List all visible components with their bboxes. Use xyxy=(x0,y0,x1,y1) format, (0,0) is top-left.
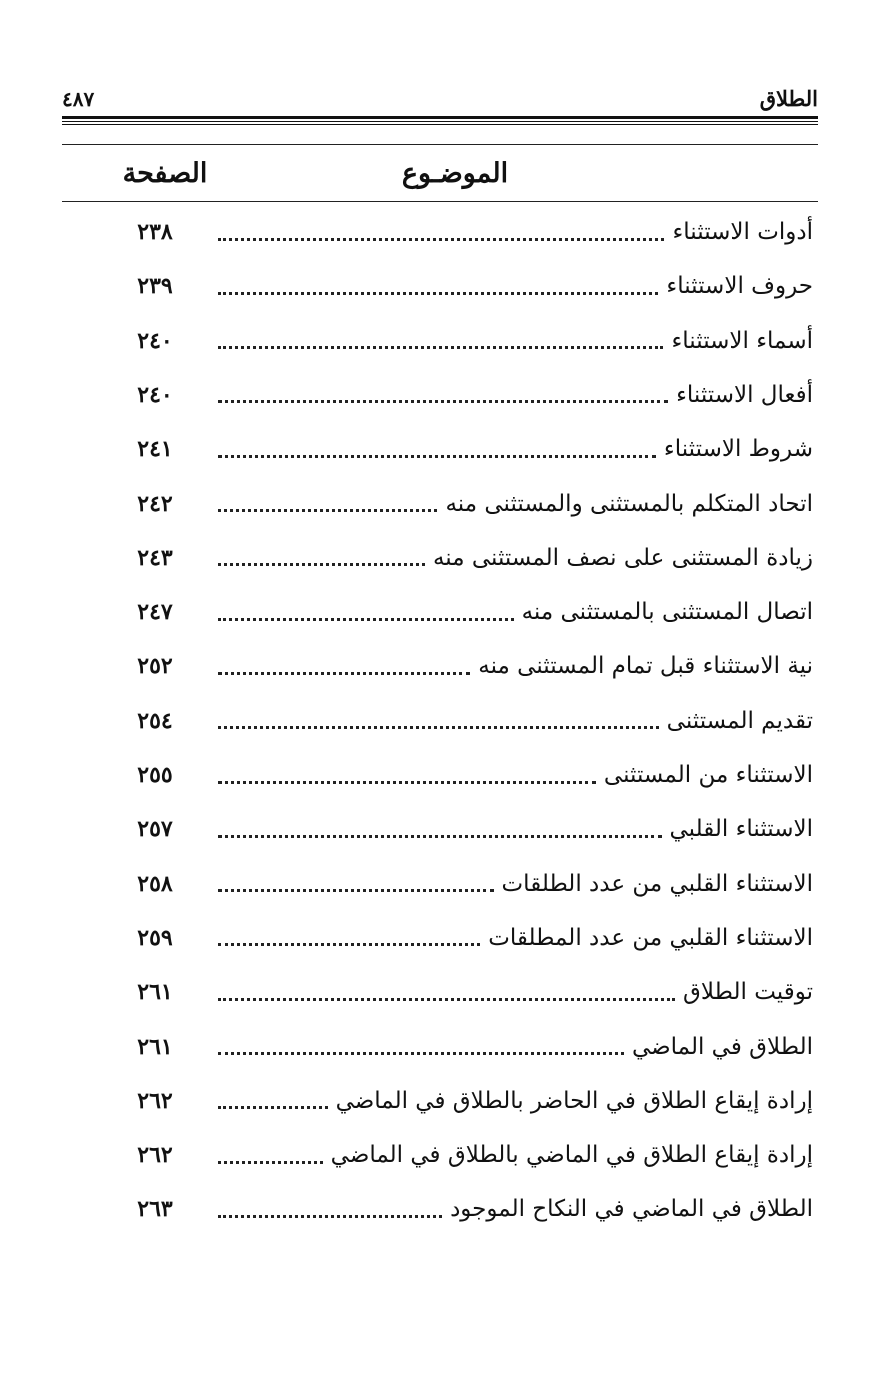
toc-entry xyxy=(0,1128,873,1182)
toc-entry-line xyxy=(218,368,813,422)
toc-entry-line xyxy=(218,748,813,802)
column-heading-page: الصفحة xyxy=(122,158,208,189)
toc-entry-page: ٢٦٣ xyxy=(137,1196,173,1223)
toc-entry-line xyxy=(218,1128,813,1182)
dot-leader xyxy=(218,292,658,295)
toc-entry-line xyxy=(218,694,813,748)
dot-leader xyxy=(218,726,659,729)
header-rule-thin-2 xyxy=(62,124,818,125)
dot-leader xyxy=(218,563,425,566)
toc-entry xyxy=(0,205,873,259)
dot-leader xyxy=(218,346,663,349)
toc-entry xyxy=(0,911,873,965)
toc-entry xyxy=(0,585,873,639)
dot-leader xyxy=(218,1215,442,1218)
header-rule-thick xyxy=(62,116,818,119)
toc-entry-topic: الاستثناء من المستثنى xyxy=(603,762,813,788)
toc-entry-topic: إرادة إيقاع الطلاق في الحاضر بالطلاق في الماضي xyxy=(335,1087,813,1114)
toc-entry xyxy=(0,1182,873,1236)
toc-entry-page: ٢٤٠ xyxy=(137,381,173,408)
column-heading-topic: الموضـوع xyxy=(401,158,509,189)
dot-leader xyxy=(218,835,662,838)
toc-entry xyxy=(0,748,873,802)
dot-leader xyxy=(218,400,668,403)
toc-entry xyxy=(0,314,873,368)
toc-entry-topic: تقديم المستثنى xyxy=(666,707,813,734)
dot-leader xyxy=(218,889,494,892)
dot-leader xyxy=(218,1161,323,1164)
dot-leader xyxy=(218,943,480,946)
toc-entry-page: ٢٦١ xyxy=(137,979,173,1006)
toc-entry-page: ٢٤٠ xyxy=(137,327,173,354)
toc-entry-page: ٢٥٤ xyxy=(137,707,173,734)
toc-entry-topic: أسماء الاستثناء xyxy=(671,327,813,354)
dot-leader xyxy=(218,1052,624,1055)
dot-leader xyxy=(218,455,656,458)
toc-entry-page: ٢٥٧ xyxy=(137,816,173,843)
toc-entry-page: ٢٦٢ xyxy=(137,1142,173,1169)
toc-entry-page: ٢٤١ xyxy=(137,436,173,463)
toc-entry-page: ٢٥٢ xyxy=(137,653,173,680)
toc-entry xyxy=(0,477,873,531)
toc-entry-page: ٢٥٨ xyxy=(137,870,173,897)
toc-entry xyxy=(0,422,873,476)
toc-entry-topic: الطلاق في الماضي في النكاح الموجود xyxy=(450,1196,813,1223)
toc-entry xyxy=(0,965,873,1019)
toc-entry-page: ٢٣٨ xyxy=(137,219,173,245)
toc-entry xyxy=(0,1074,873,1128)
toc-entry-page: ٢٤٧ xyxy=(137,599,173,626)
toc-entry-line xyxy=(218,965,813,1019)
toc-entry-page: ٢٦٢ xyxy=(137,1087,173,1114)
header-rule-thin xyxy=(62,121,818,122)
toc-entry-page: ٢٦١ xyxy=(137,1033,173,1060)
toc-entry-topic: إرادة إيقاع الطلاق في الماضي بالطلاق في الماضي xyxy=(330,1142,813,1169)
toc-entry-line xyxy=(218,422,813,476)
toc-entry-line xyxy=(218,1020,813,1074)
toc-entry-line xyxy=(218,585,813,639)
toc-entry-topic: أفعال الاستثناء xyxy=(676,381,813,408)
toc-entry-line xyxy=(218,802,813,856)
toc-entry-line xyxy=(218,259,813,313)
toc-entry xyxy=(0,259,873,313)
toc-entry-topic: اتصال المستثنى بالمستثنى منه xyxy=(521,599,813,626)
toc-entry-page: ٢٤٣ xyxy=(137,544,173,571)
toc-entry-topic: الطلاق في الماضي xyxy=(631,1033,813,1060)
dot-leader xyxy=(218,509,437,512)
toc-entry-line xyxy=(218,314,813,368)
dot-leader xyxy=(218,672,470,675)
columns-rule-bottom xyxy=(62,201,818,202)
toc-entry-topic: الاستثناء القلبي من عدد المطلقات xyxy=(488,924,813,951)
toc-entry-page: ٢٤٢ xyxy=(137,490,173,517)
toc-entry xyxy=(0,639,873,693)
dot-leader xyxy=(218,781,596,784)
toc-entry xyxy=(0,857,873,911)
toc-entry-line xyxy=(218,1182,813,1236)
page-number: ٤٨٧ xyxy=(62,87,95,111)
toc-entry-topic: الاستثناء القلبي xyxy=(669,816,813,843)
toc-entry-line xyxy=(218,857,813,911)
toc-entry-topic: نية الاستثناء قبل تمام المستثنى منه xyxy=(478,653,813,680)
toc-entry-line xyxy=(218,911,813,965)
toc-entry xyxy=(0,802,873,856)
toc-entry-topic: أدوات الاستثناء xyxy=(672,219,813,245)
toc-entry-topic: زيادة المستثنى على نصف المستثنى منه xyxy=(432,544,813,571)
toc-entry-topic: شروط الاستثناء xyxy=(663,436,813,463)
toc-entry-topic: حروف الاستثناء xyxy=(666,273,813,300)
toc-entry-topic: توقيت الطلاق xyxy=(683,979,813,1006)
dot-leader xyxy=(218,238,664,241)
dot-leader xyxy=(218,998,675,1001)
toc-entry xyxy=(0,531,873,585)
toc-entry-topic: اتحاد المتكلم بالمستثنى والمستثنى منه xyxy=(445,490,813,517)
toc-entry-line xyxy=(218,1074,813,1128)
toc-entry-line xyxy=(218,205,813,259)
columns-rule-top xyxy=(62,144,818,145)
toc-entry-line xyxy=(218,477,813,531)
toc-entry xyxy=(0,1020,873,1074)
toc-entry-topic: الاستثناء القلبي من عدد الطلقات xyxy=(501,870,813,897)
toc-entry-page: ٢٥٥ xyxy=(137,762,173,788)
running-header xyxy=(62,84,818,114)
toc-entry xyxy=(0,368,873,422)
toc-entry-page: ٢٣٩ xyxy=(137,273,173,300)
running-title: الطلاق xyxy=(759,86,818,111)
toc-entry xyxy=(0,694,873,748)
toc-entry-line xyxy=(218,531,813,585)
dot-leader xyxy=(218,1106,328,1109)
toc-entry-page: ٢٥٩ xyxy=(137,924,173,951)
dot-leader xyxy=(218,618,514,621)
toc-entry-line xyxy=(218,639,813,693)
